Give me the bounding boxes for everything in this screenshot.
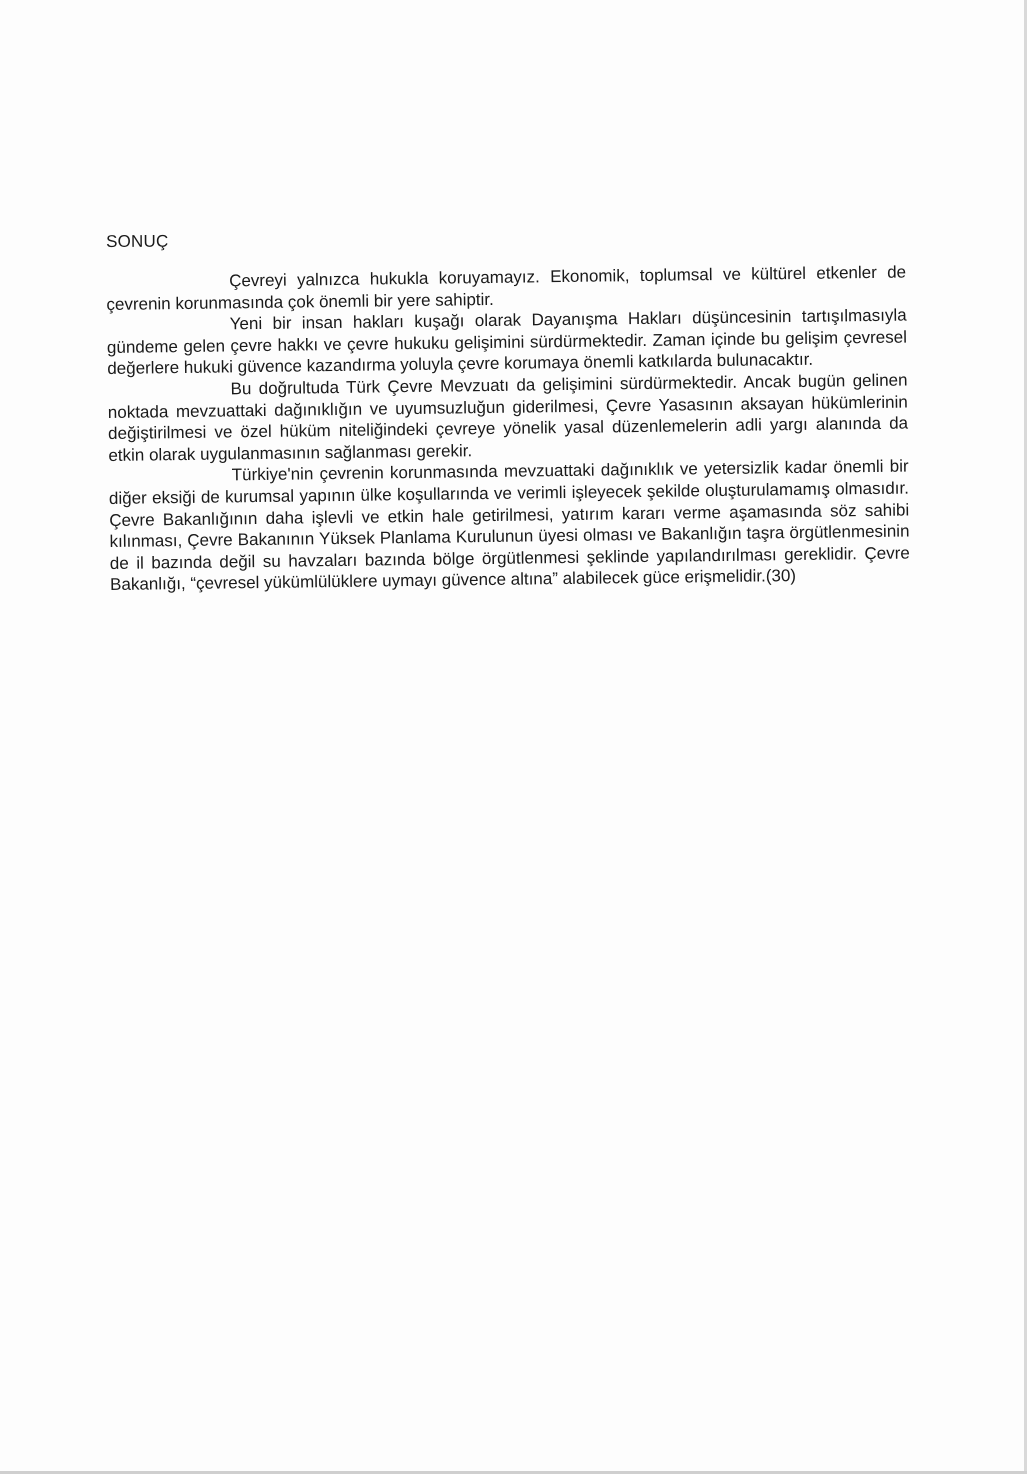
section-heading: SONUÇ — [106, 231, 169, 251]
paragraph: Yeni bir insan hakları kuşağı olarak Dayanışma Hakları düşüncesinin tartışılmasıyla gündeme gelen çevre hakkı ve çevre hukuku gelişimini sürdürmektedir. Zaman içinde bu gelişim çevresel değerlere hukuki güvence kazandırma yoluyla çevre korumaya önemli katkılarda bulunacaktır. — [106, 305, 908, 379]
paragraph: Bu doğrultuda Türk Çevre Mevzuatı da gelişimini sürdürmektedir. Ancak bugün gelinen noktada mevzuattaki dağınıklığın ve uyumsuzluğun giderilmesi, Çevre Yasasının aksayan hükümlerinin değiştirilmesi ve özel hüküm niteliğindeki çevreye yönelik yasal düzenlemelerin adli yargı alanında da etkin olarak uygulanmasının sağlanması gerekir. — [107, 370, 909, 465]
document-body — [106, 262, 910, 596]
paragraph: Çevreyi yalnızca hukukla koruyamayız. Ekonomik, toplumsal ve kültürel etkenler de çevrenin korunmasında çok önemli bir yere sahiptir. — [106, 262, 907, 314]
paragraph: Türkiye'nin çevrenin korunmasında mevzuattaki dağınıklık ve yetersizlik kadar önemli bir diğer eksiği de kurumsal yapının ülke koşullarında ve verimli işleyecek şekilde oluşturulamamış olmasıdır. Çevre Bakanlığının daha işlevli ve etkin hale getirilmesi, yatırım kararı verme aşamasında söz sahibi kılınması, Çevre Bakanının Yüksek Planlama Kurulunun üyesi olması ve Bakanlığın taşra örgütlenmesinin de il bazında değil su havzaları bazında bölge örgütlenmesi şeklinde yapılandırılması gereklidir. Çevre Bakanlığı, “çevresel yükümlülüklere uymayı güvence altına” alabilecek güce erişmelidir.(30) — [108, 456, 910, 595]
